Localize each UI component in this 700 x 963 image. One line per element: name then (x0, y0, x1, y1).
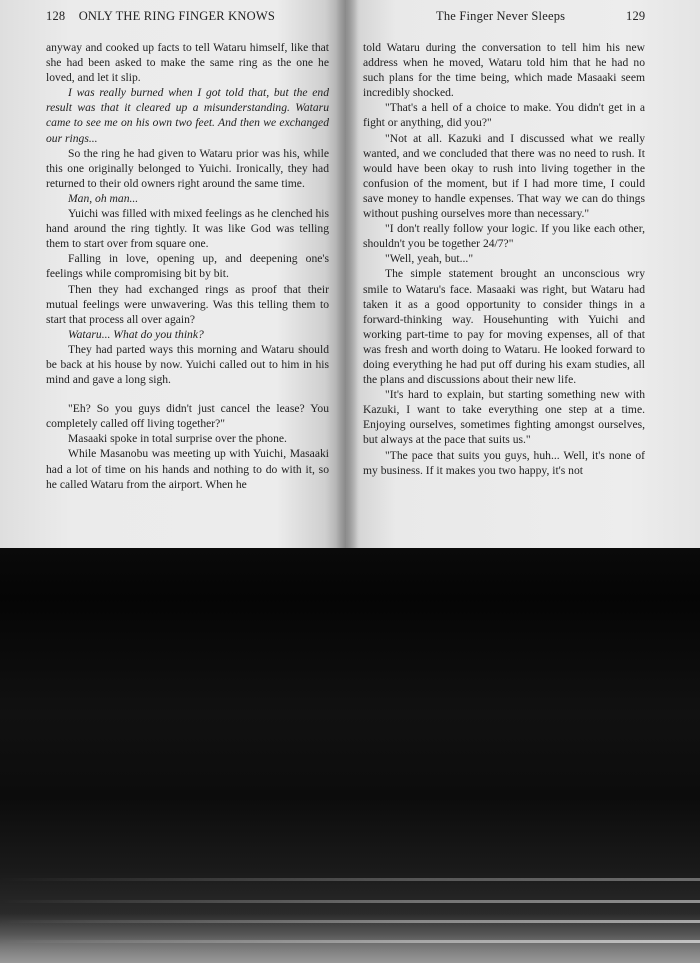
scan-streak (0, 920, 700, 923)
paragraph: So the ring he had given to Wataru prior was his, while this one originally belonged to Yuichi. Ironically, they had returned to their old owners right around the same time. (46, 146, 329, 190)
paragraph-gap (46, 387, 329, 401)
paragraph: "It's hard to explain, but starting something new with Kazuki, I want to take everything one step at a time. Enjoying ourselves, sometimes fighting amongst ourselves, but always at the pace that suits us." (363, 388, 645, 447)
right-page (346, 0, 700, 548)
left-body-text (46, 40, 329, 492)
paragraph: "Well, yeah, but..." (385, 252, 474, 266)
paragraph: "Not at all. Kazuki and I discussed what we really wanted, and we concluded that there was no need to rush. It would have been okay to rush into living together in the confusion of the moment, but if I had more time, I could save money to handle expenses. That way we can do things without pushing ourselves more than necessary." (363, 131, 645, 221)
paragraph: "I don't really follow your logic. If you like each other, shouldn't you be together 24/7?" (363, 222, 645, 251)
paragraph: Wataru... What do you think? (68, 327, 204, 341)
right-body-text (363, 40, 645, 478)
left-page (0, 0, 346, 548)
paragraph: Yuichi was filled with mixed feelings as he clenched his hand around the ring tightly. It was like God was telling them to start over from square one. (46, 207, 329, 251)
left-header-title: ONLY THE RING FINGER KNOWS (78, 9, 275, 23)
right-running-head (436, 9, 646, 24)
paragraph: Man, oh man... (68, 191, 139, 205)
paragraph: anyway and cooked up facts to tell Wataru himself, like that she had been asked to make the same ring as the one he loved, and let it slip. (46, 41, 329, 85)
paragraph: I was really burned when I got told that, but the end result was that it cleared up a misunderstanding. Wataru came to see me on his own two feet. And then we exchanged our rings... (46, 86, 329, 145)
paragraph: The simple statement brought an unconscious wry smile to Wataru's face. Masaaki was right, but Wataru had taken it as a good opportunity to consider things in a forward-thinking way. Househunting with Yuichi and working part-time to pay for moving expenses, all of that was fresh and worth doing to Wataru. He looked forward to doing everything he had put off during his exam studies, all the plans and discussions about their new life. (363, 267, 645, 387)
paragraph: They had parted ways this morning and Wataru should be back at his house by now. Yuichi called out to him in his mind and gave a long sigh. (46, 342, 329, 387)
left-page-number: 128 (46, 9, 66, 23)
right-header-title: The Finger Never Sleeps (436, 9, 566, 23)
paragraph: Falling in love, opening up, and deepening one's feelings while compromising bit by bit. (46, 252, 329, 281)
right-page-number: 129 (626, 9, 646, 23)
scanner-background (0, 548, 700, 963)
scan-streak (0, 878, 700, 881)
paragraph: While Masanobu was meeting up with Yuichi, Masaaki had a lot of time on his hands and nothing to do with it, so he called Wataru from the airport. When he (46, 447, 329, 491)
paragraph: told Wataru during the conversation to tell him his new address when he moved, Wataru told him that he had no such plans for the time being, which made Masaaki seem incredibly shocked. (363, 41, 645, 100)
paragraph: Masaaki spoke in total surprise over the phone. (68, 432, 287, 446)
paragraph: "That's a hell of a choice to make. You didn't get in a fight or anything, did you?" (363, 101, 645, 130)
scan-streak (0, 900, 700, 903)
left-running-head (46, 9, 275, 24)
book-gutter-shadow (336, 0, 358, 548)
paragraph: Then they had exchanged rings as proof that their mutual feelings were unwavering. Was this telling them to start that process all over again? (46, 282, 329, 326)
paragraph: "The pace that suits you guys, huh... Well, it's none of my business. If it makes you two happy, it's not (363, 448, 645, 477)
paragraph: "Eh? So you guys didn't just cancel the lease? You completely called off living together?" (46, 402, 329, 431)
scan-streak (0, 940, 700, 943)
